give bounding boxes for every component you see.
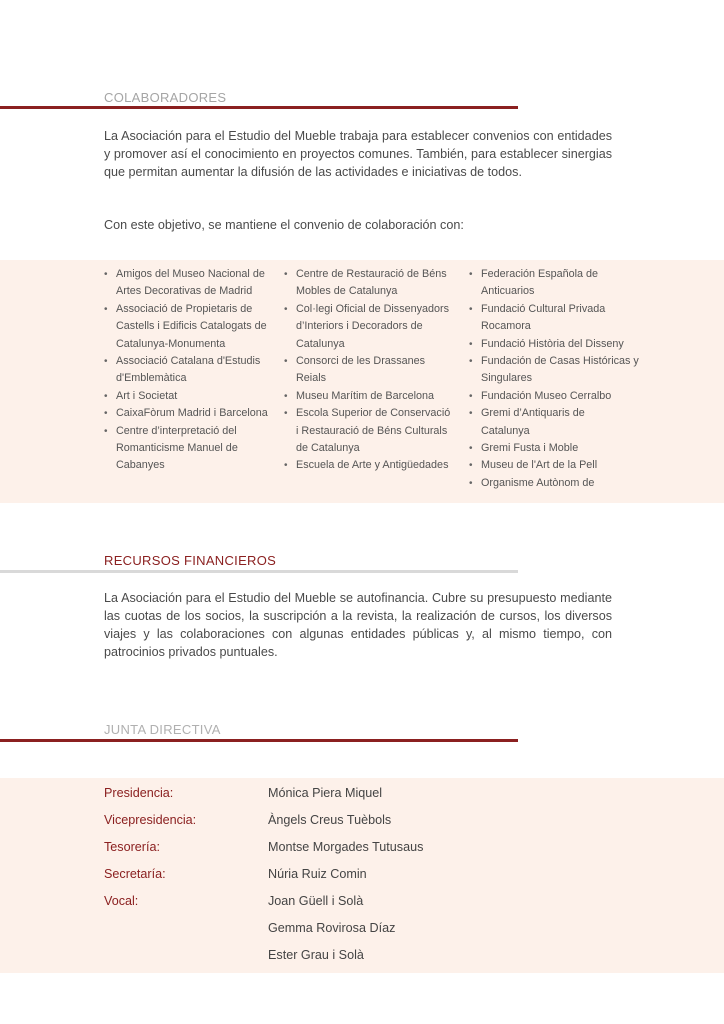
collaborator-name: Fundació Història del Disseny (481, 337, 624, 350)
collaborator-list-item (284, 388, 456, 405)
junta-rule (0, 739, 518, 742)
bullet-icon: • (469, 477, 473, 489)
collaborator-list-item (104, 353, 276, 388)
bullet-icon: • (104, 408, 108, 420)
bullet-icon: • (104, 269, 108, 280)
collaborator-list-item (104, 423, 276, 475)
junta-row (104, 894, 624, 914)
junta-member-name: Àngels Creus Tuèbols (268, 813, 392, 827)
collaborator-list-item (104, 388, 276, 405)
collaborator-name: Amigos del Museo Nacional de (116, 268, 265, 280)
collaborator-name: Organisme Autònom de (481, 476, 595, 489)
collaborator-name: Fundació Cultural Privada (481, 302, 606, 315)
colaboradores-intro: La Asociación para el Estudio del Mueble trabaja para establecer convenios con entidades y promover así el conocimiento en proyectos comunes. También, para establecer sinergias que permitan aumentar la difusión de las actividades e iniciativas de todos. (104, 129, 612, 179)
junta-role: Presidencia: (104, 786, 174, 800)
collaborator-name: Museu de l'Art de la Pell (481, 459, 598, 472)
collaborator-name: Art i Societat (116, 389, 178, 402)
bullet-icon: • (104, 390, 108, 402)
junta-row (104, 813, 624, 833)
collaborator-name: Singulares (481, 372, 533, 385)
collaborator-name: Federación Española de (481, 268, 599, 280)
colaboradores-list-column-2 (284, 266, 456, 475)
collaborator-list-item (469, 457, 649, 474)
collaborator-list-item (284, 405, 456, 457)
collaborator-name: Catalunya (296, 337, 345, 350)
bullet-icon: • (284, 460, 288, 472)
junta-member-name: Mónica Piera Miquel (268, 786, 383, 800)
recursos-heading: RECURSOS FINANCIEROS (104, 553, 277, 568)
bullet-icon: • (469, 303, 473, 315)
bullet-icon: • (104, 303, 108, 315)
junta-member-name: Gemma Rovirosa Díaz (268, 921, 396, 935)
junta-role: Secretaría: (104, 867, 166, 881)
collaborator-name: Escola Superior de Conservació (296, 407, 451, 420)
bullet-icon: • (469, 390, 473, 402)
collaborator-list-item (284, 301, 456, 353)
collaborator-name: Escuela de Arte y Antigüedades (296, 459, 449, 472)
bullet-icon: • (469, 338, 473, 350)
junta-member-name: Núria Ruiz Comin (268, 867, 367, 881)
junta-role: Vicepresidencia: (104, 813, 197, 827)
bullet-icon: • (469, 408, 473, 420)
collaborator-name: CaixaFòrum Madrid i Barcelona (116, 407, 268, 420)
colaboradores-heading: COLABORADORES (104, 90, 227, 105)
bullet-icon: • (284, 356, 288, 368)
junta-row (104, 921, 624, 941)
collaborator-list-item (469, 336, 649, 353)
collaborator-name: d'Emblemàtica (116, 372, 187, 385)
junta-member-name: Joan Güell i Solà (268, 894, 364, 908)
collaborator-list-item (469, 388, 649, 405)
collaborator-name: de Catalunya (296, 442, 360, 455)
collaborator-name: Romanticisme Manuel de (116, 442, 238, 455)
junta-row (104, 786, 624, 806)
junta-row (104, 840, 624, 860)
collaborator-name: Reials (296, 372, 327, 385)
collaborator-name: d’Interiors i Decoradors de (296, 320, 423, 333)
collaborator-name: Castells i Edificis Catalogats de (116, 320, 267, 333)
collaborator-name: Gremi d’Antiquaris de (481, 407, 585, 420)
colaboradores-list-column-1 (104, 266, 276, 475)
collaborator-name: Associació Catalana d'Estudis (116, 355, 261, 368)
collaborator-name: Catalunya-Monumenta (116, 337, 226, 350)
collaborator-name: Fundación Museo Cerralbo (481, 389, 612, 402)
bullet-icon: • (469, 269, 473, 280)
colaboradores-objective: Con este objetivo, se mantiene el convenio de colaboración con: (104, 218, 464, 232)
collaborator-list-item (284, 266, 456, 301)
collaborator-name: Centre d’interpretació del (116, 424, 237, 437)
collaborator-list-item (104, 301, 276, 353)
collaborator-name: Col·legi Oficial de Dissenyadors (296, 302, 450, 315)
collaborator-list-item (104, 266, 276, 301)
recursos-rule (0, 570, 518, 573)
collaborator-name: Cabanyes (116, 459, 165, 472)
collaborator-list-item (284, 457, 456, 474)
collaborator-name: Fundación de Casas Históricas y (481, 355, 639, 368)
bullet-icon: • (284, 408, 288, 420)
bullet-icon: • (104, 425, 108, 437)
collaborator-name: Catalunya (481, 424, 530, 437)
junta-heading: JUNTA DIRECTIVA (104, 722, 221, 737)
collaborator-name: Anticuarios (481, 285, 535, 298)
junta-row (104, 867, 624, 887)
collaborator-list-item (469, 475, 649, 492)
bullet-icon: • (469, 356, 473, 368)
bullet-icon: • (284, 303, 288, 315)
bullet-icon: • (104, 356, 108, 368)
collaborator-name: Museu Marítim de Barcelona (296, 389, 435, 402)
collaborator-name: Mobles de Catalunya (296, 285, 398, 298)
collaborator-name: Consorci de les Drassanes (296, 355, 426, 368)
collaborator-name: Rocamora (481, 320, 531, 333)
collaborator-name: Associació de Propietaris de (116, 302, 253, 315)
collaborator-list-item (469, 301, 649, 336)
bullet-icon: • (284, 390, 288, 402)
junta-member-name: Ester Grau i Solà (268, 948, 364, 962)
collaborator-name: Centre de Restauració de Béns (296, 268, 447, 280)
collaborator-list-item (104, 405, 276, 422)
recursos-text: La Asociación para el Estudio del Mueble se autofinancia. Cubre su presupuesto mediante las cuotas de los socios, la suscripción a la revista, la realización de cursos, los diversos viajes y las colaboraciones con algunas entidades públicas y, al mismo tiempo, con patrocinios privados puntuales. (104, 591, 612, 659)
bullet-icon: • (469, 460, 473, 472)
collaborator-list-item (469, 440, 649, 457)
collaborator-list-item (469, 353, 649, 388)
collaborator-list-item (469, 405, 649, 440)
collaborator-name: Gremi Fusta i Moble (481, 442, 579, 455)
collaborator-name: i Restauració de Béns Culturals (296, 424, 448, 437)
bullet-icon: • (469, 443, 473, 455)
collaborator-list-item (469, 266, 649, 301)
bullet-icon: • (284, 269, 288, 280)
junta-role: Tesorería: (104, 840, 160, 854)
junta-row (104, 948, 624, 968)
collaborator-list-item (284, 353, 456, 388)
colaboradores-list-column-3 (469, 266, 649, 492)
junta-member-name: Montse Morgades Tutusaus (268, 840, 424, 854)
colaboradores-rule (0, 106, 518, 109)
junta-role: Vocal: (104, 894, 139, 908)
collaborator-name: Artes Decorativas de Madrid (116, 285, 253, 298)
